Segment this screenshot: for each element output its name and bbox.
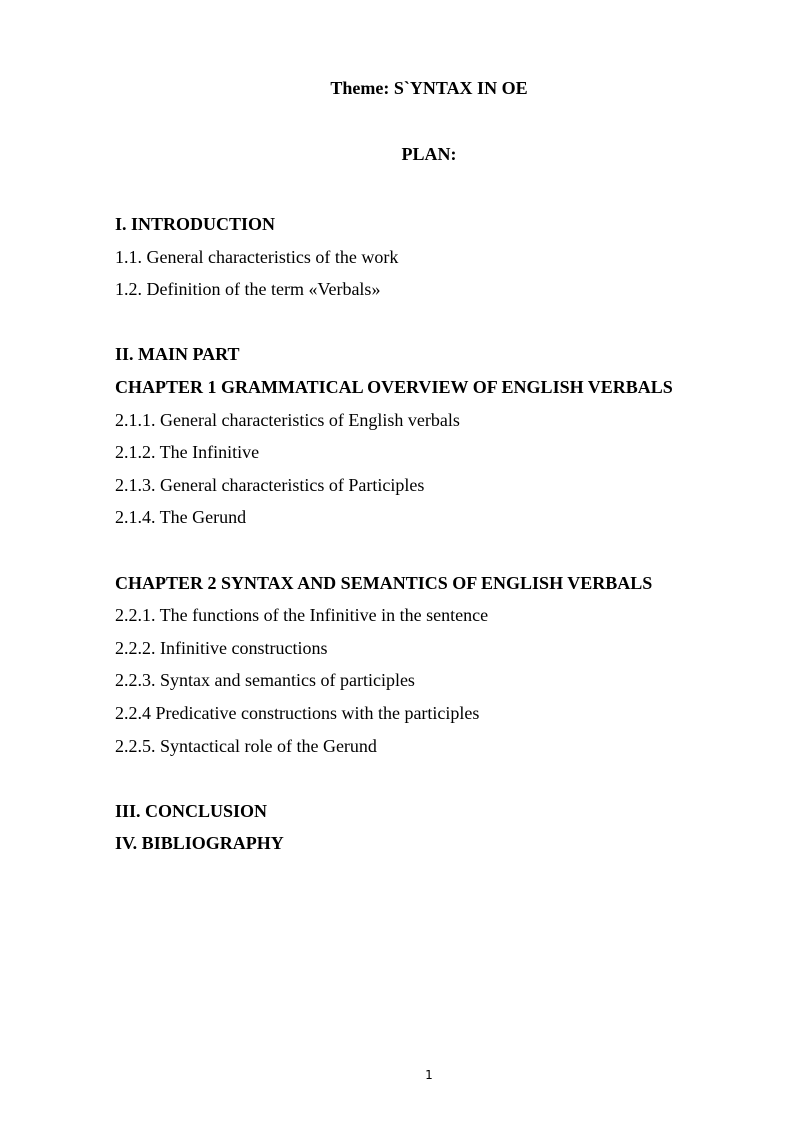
- plan-contents: [115, 208, 755, 860]
- page-number: 1: [425, 1068, 433, 1082]
- plan-item: 2.1.1. General characteristics of English verbals: [115, 409, 460, 430]
- section-heading-conclusion: III. CONCLUSION: [115, 800, 268, 821]
- chapter-heading-1: CHAPTER 1 GRAMMATICAL OVERVIEW OF ENGLISH VERBALS: [115, 376, 673, 397]
- plan-item: 2.1.2. The Infinitive: [115, 442, 260, 463]
- section-heading-main-part: II. MAIN PART: [115, 344, 240, 365]
- section-heading-introduction: I. INTRODUCTION: [115, 214, 276, 234]
- spacer: [115, 534, 755, 567]
- plan-item: 1.1. General characteristics of the work: [115, 246, 399, 267]
- plan-item: 1.2. Definition of the term «Verbals»: [115, 279, 381, 300]
- plan-item: 2.2.2. Infinitive constructions: [115, 637, 328, 658]
- plan-item: 2.1.4. The Gerund: [115, 507, 247, 528]
- chapter-heading-2: CHAPTER 2 SYNTAX AND SEMANTICS OF ENGLISH VERBALS: [115, 572, 653, 593]
- plan-item: 2.2.3. Syntax and semantics of participles: [115, 670, 415, 691]
- section-heading-bibliography: IV. BIBLIOGRAPHY: [115, 833, 284, 854]
- plan-item: 2.2.1. The functions of the Infinitive in the sentence: [115, 605, 489, 626]
- plan-heading: PLAN:: [401, 144, 457, 164]
- document-title: Theme: S`YNTAX IN OE: [330, 78, 528, 98]
- spacer: [115, 762, 755, 795]
- plan-item: 2.2.4 Predicative constructions with the participles: [115, 702, 480, 723]
- plan-item: 2.1.3. General characteristics of Participles: [115, 474, 425, 495]
- plan-item: 2.2.5. Syntactical role of the Gerund: [115, 735, 377, 756]
- spacer: [115, 306, 755, 339]
